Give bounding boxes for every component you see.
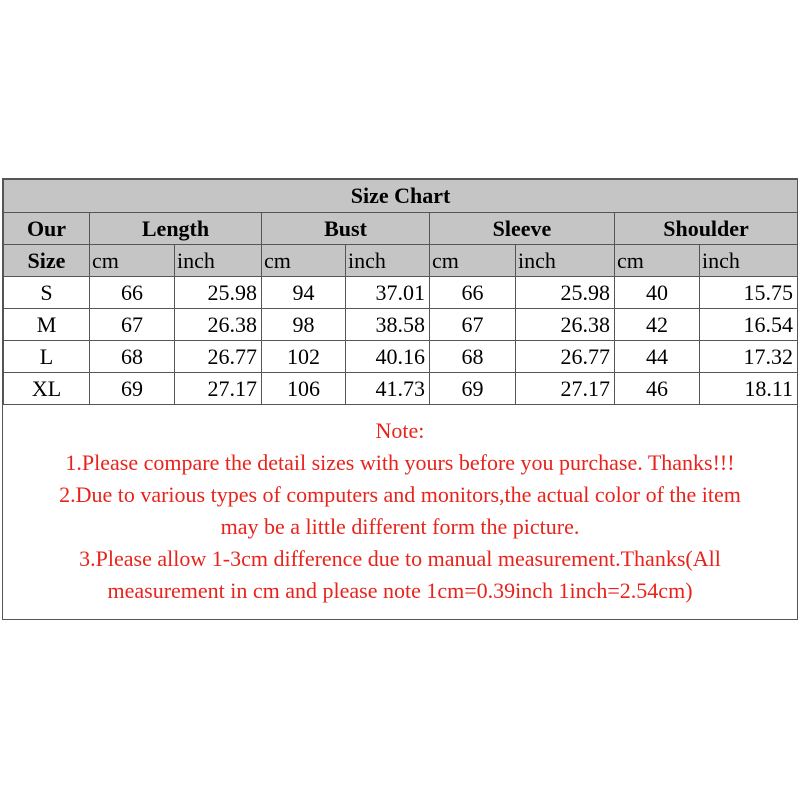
value-cell: 25.98 bbox=[175, 277, 262, 309]
unit-label: cm bbox=[430, 245, 516, 277]
value-cell: 102 bbox=[262, 341, 346, 373]
value-cell: 27.17 bbox=[516, 373, 615, 405]
value-cell: 98 bbox=[262, 309, 346, 341]
table-row bbox=[4, 277, 798, 309]
value-cell: 25.98 bbox=[516, 277, 615, 309]
value-cell: 40 bbox=[615, 277, 700, 309]
table-row bbox=[4, 341, 798, 373]
header-length: Length bbox=[90, 213, 262, 245]
value-cell: 37.01 bbox=[346, 277, 430, 309]
note-line: 1.Please compare the detail sizes with yours before you purchase. Thanks!!! bbox=[65, 450, 735, 475]
note-line: measurement in cm and please note 1cm=0.39inch 1inch=2.54cm) bbox=[107, 578, 693, 603]
value-cell: 41.73 bbox=[346, 373, 430, 405]
our-size-header-line2: Size bbox=[4, 245, 90, 277]
note-line: 3.Please allow 1-3cm difference due to manual measurement.Thanks(All bbox=[79, 546, 721, 571]
value-cell: 44 bbox=[615, 341, 700, 373]
value-cell: 15.75 bbox=[700, 277, 798, 309]
size-cell: L bbox=[4, 341, 90, 373]
note-line: 2.Due to various types of computers and monitors,the actual color of the item bbox=[59, 482, 741, 507]
unit-label: cm bbox=[615, 245, 700, 277]
chart-title: Size Chart bbox=[4, 180, 798, 213]
header-bust: Bust bbox=[262, 213, 430, 245]
value-cell: 106 bbox=[262, 373, 346, 405]
unit-label: inch bbox=[700, 245, 798, 277]
value-cell: 67 bbox=[430, 309, 516, 341]
notes-block bbox=[3, 415, 797, 607]
size-chart bbox=[2, 178, 798, 620]
value-cell: 16.54 bbox=[700, 309, 798, 341]
our-size-header-line1: Our bbox=[4, 213, 90, 245]
table-row bbox=[4, 373, 798, 405]
value-cell: 66 bbox=[90, 277, 175, 309]
unit-label: cm bbox=[90, 245, 175, 277]
value-cell: 42 bbox=[615, 309, 700, 341]
value-cell: 46 bbox=[615, 373, 700, 405]
note-heading: Note: bbox=[375, 418, 425, 443]
value-cell: 94 bbox=[262, 277, 346, 309]
unit-label: inch bbox=[346, 245, 430, 277]
value-cell: 68 bbox=[90, 341, 175, 373]
value-cell: 26.38 bbox=[516, 309, 615, 341]
size-table bbox=[3, 179, 798, 405]
value-cell: 38.58 bbox=[346, 309, 430, 341]
size-cell: S bbox=[4, 277, 90, 309]
note-line: may be a little different form the picture. bbox=[220, 514, 580, 539]
header-shoulder: Shoulder bbox=[615, 213, 798, 245]
value-cell: 40.16 bbox=[346, 341, 430, 373]
value-cell: 17.32 bbox=[700, 341, 798, 373]
value-cell: 26.38 bbox=[175, 309, 262, 341]
value-cell: 27.17 bbox=[175, 373, 262, 405]
header-sleeve: Sleeve bbox=[430, 213, 615, 245]
unit-label: cm bbox=[262, 245, 346, 277]
value-cell: 69 bbox=[430, 373, 516, 405]
unit-label: inch bbox=[516, 245, 615, 277]
unit-label: inch bbox=[175, 245, 262, 277]
table-row bbox=[4, 309, 798, 341]
value-cell: 67 bbox=[90, 309, 175, 341]
value-cell: 26.77 bbox=[516, 341, 615, 373]
size-cell: XL bbox=[4, 373, 90, 405]
value-cell: 66 bbox=[430, 277, 516, 309]
size-cell: M bbox=[4, 309, 90, 341]
value-cell: 26.77 bbox=[175, 341, 262, 373]
value-cell: 68 bbox=[430, 341, 516, 373]
value-cell: 18.11 bbox=[700, 373, 798, 405]
value-cell: 69 bbox=[90, 373, 175, 405]
